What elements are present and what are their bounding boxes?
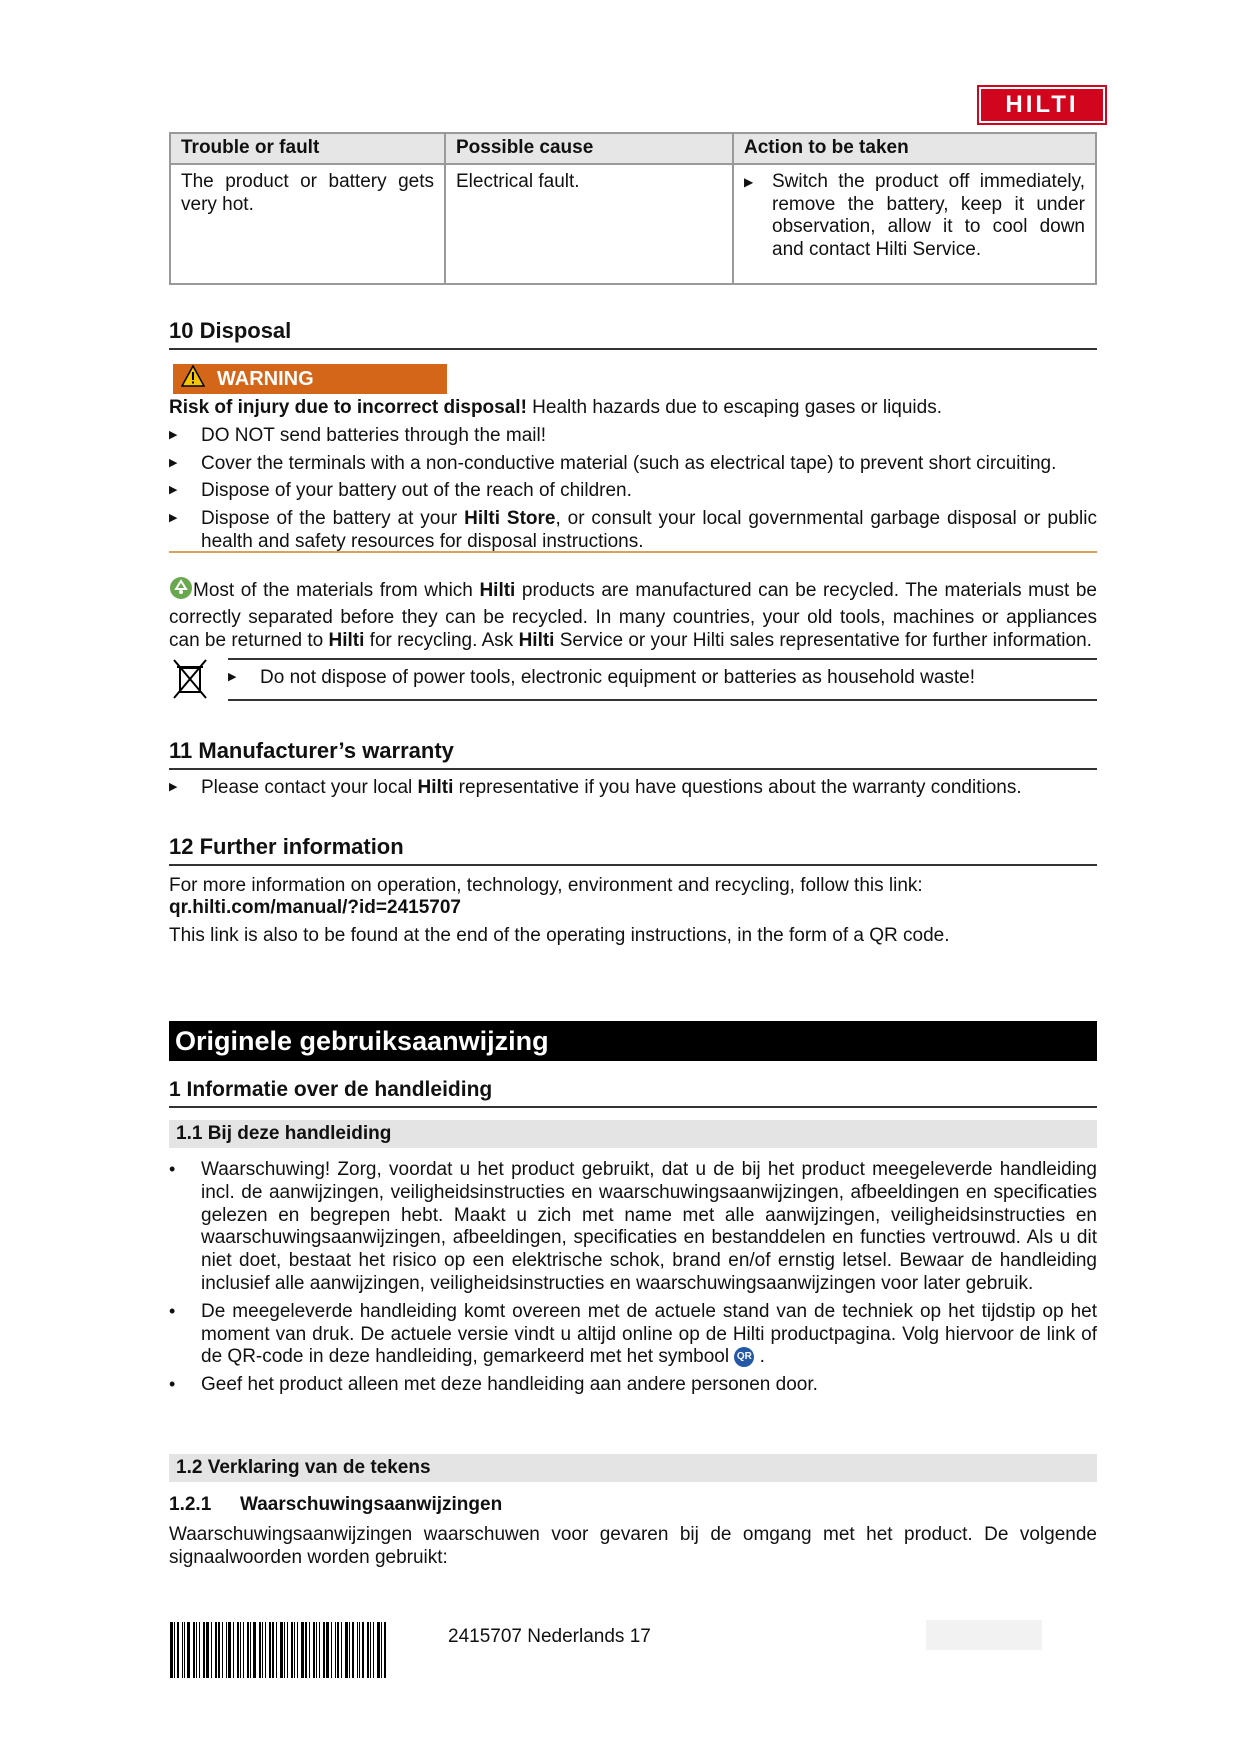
list-item bbox=[169, 425, 1097, 448]
action-cell bbox=[733, 164, 1096, 284]
barcode-bar bbox=[319, 1622, 320, 1678]
further-info-note: This link is also to be found at the end of the operating instructions, in the form of a QR code. bbox=[169, 925, 950, 946]
recycling-paragraph: Most of the materials from which Hilti products are manufactured can be recycled. The materials must be correctly separated before they can be recycled. In many countries, your old tools, machines or appliances can be returned to Hilti for recycling. Ask Hilti Service or your Hilti sales representative for further information. bbox=[169, 576, 1097, 652]
barcode-bar bbox=[193, 1622, 195, 1678]
barcode bbox=[170, 1622, 424, 1678]
warning-end-divider bbox=[169, 551, 1097, 553]
barcode-bar bbox=[182, 1622, 183, 1678]
barcode-bar bbox=[357, 1622, 358, 1678]
table-row bbox=[170, 164, 1096, 284]
language-section-banner: Originele gebruiksaanwijzing bbox=[169, 1021, 1097, 1061]
barcode-bar bbox=[381, 1622, 382, 1678]
list-item-text: Waarschuwing! Zorg, voordat u het product gebruikt, dat u de bij het product meegeleverde handleiding incl. de aanwijzingen, veiligheidsinstructies en waarschuwingsaanwijzingen, afbeeldingen en specificaties gelezen en begrepen hebt. Maakt u zich met name met alle aanwijzingen, veiligheidsinstructies en waarschuwingsaanwijzingen, afbeeldingen, specificaties en bestanddelen en functies vertrouwd. Als u dit niet doet, bestaat het risico op een elektrische schok, brand en/of ernstig letsel. Bewaar de handleiding inclusief alle aanwijzingen, veiligheidsinstructies en waarschuwingsaanwijzingen voor later gebruik. bbox=[201, 1159, 1097, 1294]
barcode-bar bbox=[228, 1622, 231, 1678]
table-header: Trouble or fault bbox=[170, 133, 445, 164]
warning-label-text: WARNING bbox=[217, 368, 314, 390]
bullet-dot-icon: • bbox=[169, 1159, 176, 1179]
section-title-warranty: 11 Manufacturer’s warranty bbox=[169, 738, 1097, 770]
barcode-bar bbox=[199, 1622, 200, 1678]
barcode-bar bbox=[377, 1622, 380, 1678]
barcode-bar bbox=[265, 1622, 266, 1678]
barcode-bar bbox=[335, 1622, 336, 1678]
barcode-bar bbox=[170, 1622, 173, 1678]
list-item bbox=[169, 1301, 1097, 1369]
list-item-text: Please contact your local Hilti representative if you have questions about the warranty conditions. bbox=[201, 777, 1022, 798]
action-text: Switch the product off immediately, remove the battery, keep it under observation, allow it to cool down and contact Hilti Service. bbox=[772, 170, 1085, 261]
barcode-bar bbox=[259, 1622, 261, 1678]
barcode-bar bbox=[352, 1622, 354, 1678]
barcode-bar bbox=[250, 1622, 251, 1678]
barcode-bar bbox=[196, 1622, 197, 1678]
section-title-nl-1: 1 Informatie over de handleiding bbox=[169, 1077, 1097, 1108]
barcode-bar bbox=[272, 1622, 274, 1678]
arrow-bullet-icon: ▶ bbox=[744, 174, 754, 189]
barcode-bar bbox=[337, 1622, 339, 1678]
arrow-bullet-icon: ▶ bbox=[169, 512, 178, 525]
warning-text: Health hazards due to escaping gases or liquids. bbox=[526, 397, 942, 418]
barcode-bar bbox=[345, 1622, 348, 1678]
barcode-bar bbox=[262, 1622, 263, 1678]
arrow-bullet-icon: ▶ bbox=[228, 671, 237, 683]
barcode-bar bbox=[331, 1622, 332, 1678]
section-title-disposal: 10 Disposal bbox=[169, 318, 1097, 350]
recycle-icon bbox=[169, 576, 193, 607]
barcode-bar bbox=[218, 1622, 220, 1678]
arrow-bullet-icon: ▶ bbox=[169, 781, 178, 793]
table-header-row bbox=[170, 133, 1096, 164]
warning-triangle-icon bbox=[181, 365, 205, 393]
barcode-bar bbox=[243, 1622, 244, 1678]
warnings-intro-text: Waarschuwingsaanwijzingen waarschuwen voor gevaren bij de omgang met het product. De volgende signaalwoorden worden gebruikt: bbox=[169, 1524, 1097, 1568]
warning-bold: Risk of injury due to incorrect disposal! bbox=[169, 397, 527, 418]
table-header: Possible cause bbox=[445, 133, 733, 164]
table-header: Action to be taken bbox=[733, 133, 1096, 164]
subsection-title-1-1: 1.1 Bij deze handleiding bbox=[169, 1120, 1097, 1148]
arrow-bullet-icon: ▶ bbox=[169, 428, 178, 441]
nl-bullet-list bbox=[169, 1159, 1097, 1397]
barcode-bar bbox=[233, 1622, 234, 1678]
list-item bbox=[169, 777, 1097, 800]
barcode-bar bbox=[373, 1622, 374, 1678]
troubleshooting-table bbox=[169, 132, 1097, 285]
barcode-bar bbox=[203, 1622, 205, 1678]
page-footer: 2415707 Nederlands 17 bbox=[448, 1626, 651, 1647]
barcode-bar bbox=[269, 1622, 271, 1678]
cause-cell: Electrical fault. bbox=[445, 164, 733, 284]
list-item bbox=[169, 1159, 1097, 1296]
warning-statement bbox=[169, 397, 1097, 420]
barcode-bar bbox=[341, 1622, 342, 1678]
barcode-bar bbox=[305, 1622, 307, 1678]
barcode-bar bbox=[349, 1622, 350, 1678]
barcode-bar bbox=[276, 1622, 277, 1678]
barcode-bar bbox=[222, 1622, 223, 1678]
list-item-text: Dispose of the battery at your Hilti Store, or consult your local governmental garbage disposal or public health and safety resources for disposal instructions. bbox=[201, 508, 1097, 552]
barcode-bar bbox=[309, 1622, 310, 1678]
barcode-bar bbox=[326, 1622, 329, 1678]
further-info-text: For more information on operation, technology, environment and recycling, follow this link: bbox=[169, 875, 923, 896]
list-item bbox=[169, 480, 1097, 503]
barcode-bar bbox=[247, 1622, 249, 1678]
barcode-bar bbox=[323, 1622, 325, 1678]
trouble-cell: The product or battery gets very hot. bbox=[170, 164, 445, 284]
list-item-text: Do not dispose of power tools, electronic equipment or batteries as household waste! bbox=[260, 667, 976, 688]
bullet-dot-icon: • bbox=[169, 1374, 176, 1395]
subsubsection-title-1-2-1: 1.2.1 Waarschuwingsaanwijzingen bbox=[169, 1494, 503, 1515]
bullet-dot-icon: • bbox=[169, 1300, 176, 1321]
barcode-bar bbox=[313, 1622, 315, 1678]
list-item-text: Dispose of your battery out of the reach of children. bbox=[201, 480, 632, 502]
barcode-bar bbox=[240, 1622, 241, 1678]
list-item-text: DO NOT send batteries through the mail! bbox=[201, 424, 546, 446]
barcode-bar bbox=[280, 1622, 283, 1678]
warning-body bbox=[169, 397, 1097, 554]
crossed-bin-icon bbox=[170, 658, 210, 707]
list-item bbox=[169, 1374, 1097, 1397]
barcode-bar bbox=[294, 1622, 295, 1678]
barcode-bar bbox=[211, 1622, 212, 1678]
list-item bbox=[169, 453, 1097, 476]
barcode-bar bbox=[206, 1622, 209, 1678]
list-item bbox=[228, 667, 1097, 690]
barcode-bar bbox=[237, 1622, 239, 1678]
barcode-bar bbox=[187, 1622, 190, 1678]
barcode-bar bbox=[174, 1622, 175, 1678]
divider bbox=[228, 658, 1097, 660]
hilti-logo: HILTI bbox=[979, 87, 1105, 123]
divider bbox=[228, 699, 1097, 701]
barcode-bar bbox=[301, 1622, 304, 1678]
list-item-text: Cover the terminals with a non-conductive material (such as electrical tape) to prevent short circuiting. bbox=[201, 452, 1057, 474]
barcode-bar bbox=[316, 1622, 317, 1678]
barcode-bar bbox=[297, 1622, 298, 1678]
footer-box bbox=[926, 1620, 1042, 1650]
warning-label bbox=[173, 364, 447, 394]
qr-code-symbol-icon: QR bbox=[734, 1347, 754, 1367]
barcode-bar bbox=[287, 1622, 288, 1678]
manual-link[interactable]: qr.hilti.com/manual/?id=2415707 bbox=[169, 897, 461, 918]
barcode-bar bbox=[384, 1622, 386, 1678]
barcode-bar bbox=[253, 1622, 256, 1678]
barcode-bar bbox=[184, 1622, 185, 1678]
subsection-title-1-2: 1.2 Verklaring van de tekens bbox=[169, 1454, 1097, 1482]
list-item bbox=[169, 508, 1097, 554]
arrow-bullet-icon: ▶ bbox=[169, 456, 178, 469]
barcode-bar bbox=[291, 1622, 293, 1678]
barcode-bar bbox=[370, 1622, 371, 1678]
barcode-bar bbox=[284, 1622, 285, 1678]
barcode-bar bbox=[215, 1622, 217, 1678]
list-item-text: De meegeleverde handleiding komt overeen met de actuele stand van de techniek op het tijdstip op het moment van druk. De actuele versie vindt u altijd online op de Hilti productpagina. Volg hiervoor de link of de QR-code in deze handleiding, gemarkeerd met het symbool QR . bbox=[201, 1300, 1097, 1368]
barcode-bar bbox=[367, 1622, 369, 1678]
arrow-bullet-icon: ▶ bbox=[169, 484, 178, 497]
barcode-bar bbox=[362, 1622, 364, 1678]
barcode-bar bbox=[359, 1622, 360, 1678]
section-title-further-info: 12 Further information bbox=[169, 834, 1097, 866]
barcode-bar bbox=[177, 1622, 179, 1678]
list-item-text: Geef het product alleen met deze handleiding aan andere personen door. bbox=[201, 1374, 818, 1396]
barcode-bar bbox=[226, 1622, 227, 1678]
